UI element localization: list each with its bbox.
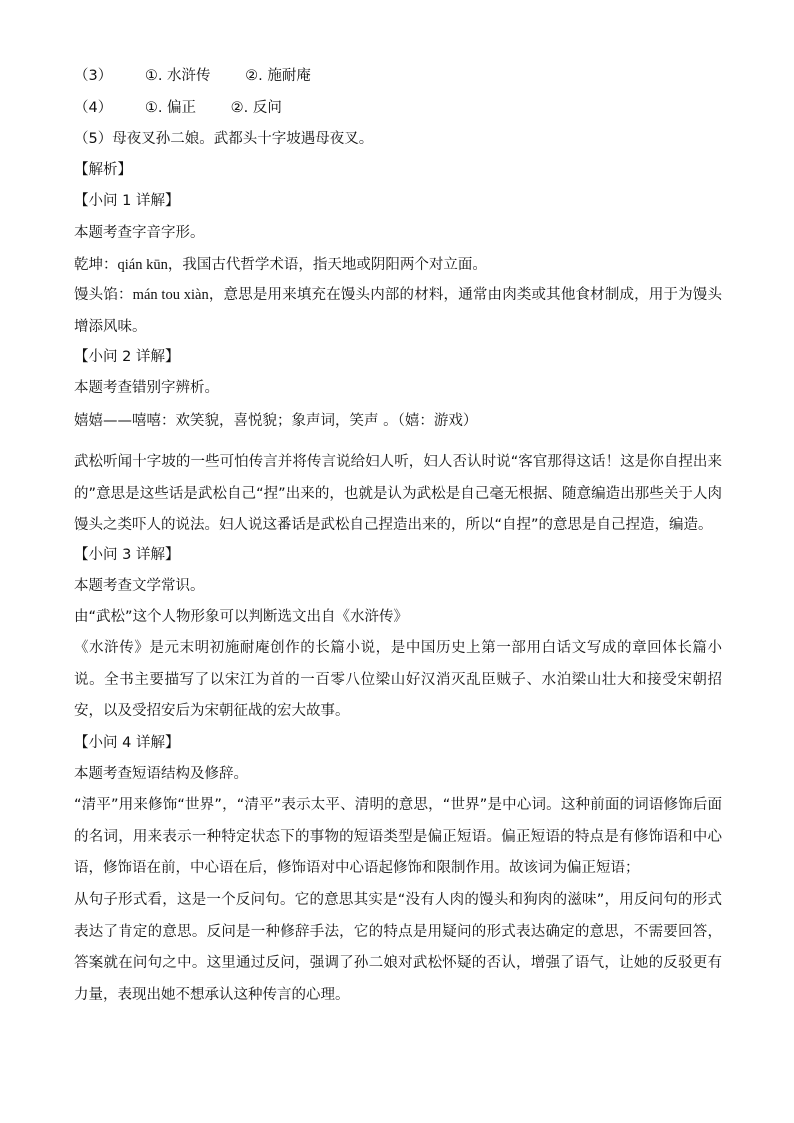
- section-1-item-qiankun: [74, 255, 487, 275]
- section-1-heading: 【小问 1 详解】: [74, 193, 180, 209]
- item-pinyin: qián kūn: [117, 257, 168, 273]
- section-1-item-mantouxian: [74, 280, 722, 343]
- answer-q3-option-1: ①. 水浒传: [144, 68, 211, 84]
- section-4-intro: 本题考查短语结构及修辞。: [74, 766, 248, 782]
- section-3-source-line: 由“武松”这个人物形象可以判断选文出自《水浒传》: [74, 609, 409, 625]
- section-4-heading: 【小问 4 详解】: [74, 735, 180, 751]
- item-pinyin: mán tou xiàn: [132, 287, 209, 303]
- section-4-paragraph-1: “清平”用来修饰“世界”，“清平”表示太平、清明的意思，“世界”是中心词。这种前面的词语修饰后面的名词，用来表示一种特定状态下的事物的短语类型是偏正短语。偏正短语的特点是有修饰语和中心语，修饰语在前，中心语在后，修饰语对中心语起修饰和限制作用。故该词为偏正短语；: [74, 797, 722, 876]
- item-label: 乾坤：: [74, 257, 118, 273]
- section-2-word-line: 嬉嬉——嘻嘻：欢笑貌，喜悦貌；象声词，笑声 。（嬉：游戏）: [74, 413, 478, 429]
- answer-q4-option-2: ②. 反问: [230, 100, 282, 116]
- answer-q5: （5）母夜叉孙二娘。武都头十字坡遇母夜叉。: [74, 131, 374, 147]
- item-label: 馒头馅：: [74, 287, 133, 303]
- answer-q4: [74, 98, 282, 118]
- section-2-heading: 【小问 2 详解】: [74, 349, 180, 365]
- section-2-paragraph: 武松听闻十字坡的一些可怕传言并将传言说给妇人听，妇人否认时说“客官那得这话！这是你自捏出来的”意思是这些话是武松自己“捏”出来的，也就是认为武松是自己毫无根据、随意编造出那些关于人肉馒头之类吓人的说法。妇人说这番话是武松自己捏造出来的，所以“自捏”的意思是自己捏造，编造。: [74, 454, 722, 533]
- item-text: ，意思是用来填充在馒头内部的材料，通常由肉类或其他食材制成，用于为馒头增添风味。: [74, 287, 723, 335]
- section-3-paragraph: 《水浒传》是元末明初施耐庵创作的长篇小说，是中国历史上第一部用白话文写成的章回体长篇小说。全书主要描写了以宋江为首的一百零八位梁山好汉消灭乱臣贼子、水泊梁山壮大和接受宋朝招安，以及受招安后为宋朝征战的宏大故事。: [74, 640, 722, 719]
- answer-q3: [74, 66, 311, 86]
- section-2-intro: 本题考查错别字辨析。: [74, 380, 219, 396]
- analysis-heading: 【解析】: [74, 162, 132, 178]
- answer-q3-number: （3）: [74, 68, 113, 84]
- section-4-paragraph-2: 从句子形式看，这是一个反问句。它的意思其实是“没有人肉的馒头和狗肉的滋味”，用反问句的形式表达了肯定的意思。反问是一种修辞手法，它的特点是用疑问的形式表达确定的意思，不需要回答，答案就在问句之中。这里通过反问，强调了孙二娘对武松怀疑的否认，增强了语气，让她的反驳更有力量，表现出她不想承认这种传言的心理。: [74, 892, 722, 1003]
- answer-q4-number: （4）: [74, 100, 113, 116]
- section-3-heading: 【小问 3 详解】: [74, 547, 180, 563]
- section-1-intro: 本题考查字音字形。: [74, 225, 205, 241]
- item-text: ，我国古代哲学术语，指天地或阴阳两个对立面。: [167, 257, 487, 273]
- section-3-intro: 本题考查文学常识。: [74, 578, 205, 594]
- answer-q3-option-2: ②. 施耐庵: [245, 68, 311, 84]
- answer-q4-option-1: ①. 偏正: [144, 100, 197, 116]
